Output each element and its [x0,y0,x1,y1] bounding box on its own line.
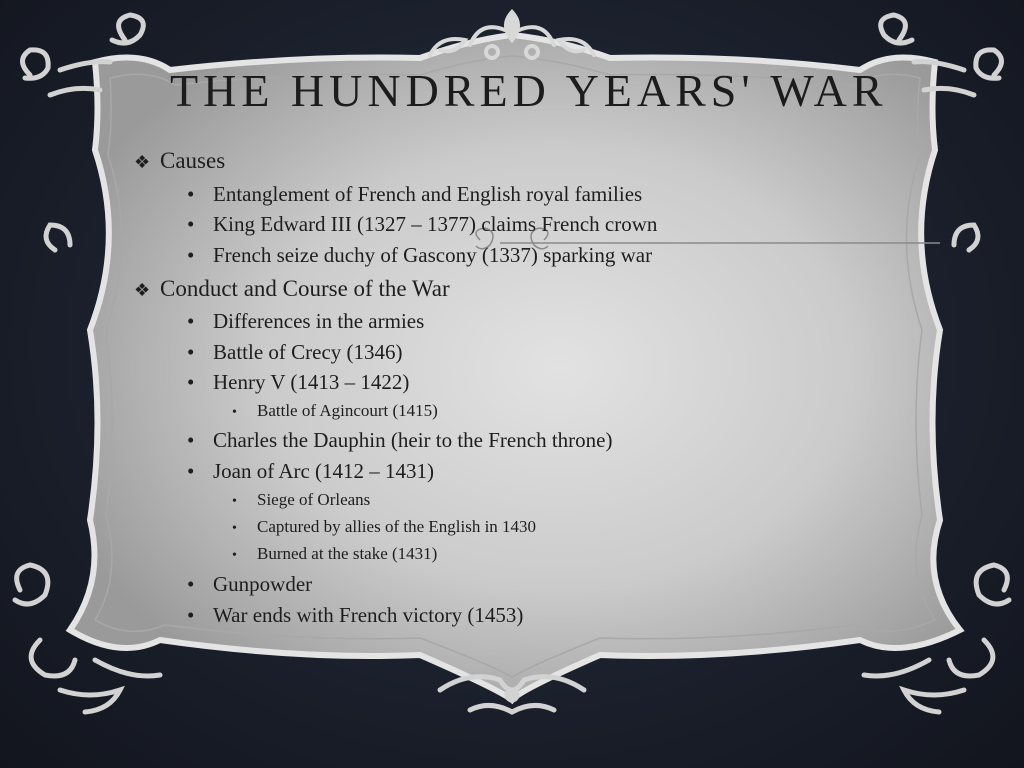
list-item-level1: ❖ Causes [134,148,226,173]
list-item-level3: • Captured by allies of the English in 1430 [232,517,537,536]
bullet-icon: • [187,428,195,452]
list-item-level2: • War ends with French victory (1453) [187,603,524,627]
list-item-level2: • Entanglement of French and English royal families [187,182,643,206]
bullet-icon: • [187,603,195,627]
list-item-level3: • Burned at the stake (1431) [232,544,438,563]
bullet-icon: • [187,459,195,483]
bullet-icon: • [187,309,195,333]
list-item-level2: • Henry V (1413 – 1422) [187,370,410,394]
bullet-icon: • [232,494,237,509]
list-item-level3: • Battle of Agincourt (1415) [232,401,438,420]
list-item-level2: • Differences in the armies [187,309,425,333]
list-item-level2: • French seize duchy of Gascony (1337) sparking war [187,243,653,267]
bullet-icon: • [187,340,195,364]
list-item-level2: • Gunpowder [187,572,313,596]
bullet-icon: • [187,212,195,236]
diamond-bullet-icon: ❖ [134,280,151,300]
list-item-level1: ❖ Conduct and Course of the War [134,276,450,301]
list-item-level3: • Siege of Orleans [232,490,371,509]
slide-title: THE HUNDRED YEARS' WAR [170,65,888,116]
bullet-icon: • [232,521,237,536]
diamond-bullet-icon: ❖ [134,152,151,172]
list-item-level2: • King Edward III (1327 – 1377) claims French crown [187,212,658,236]
bullet-icon: • [187,370,195,394]
list-item-level2: • Joan of Arc (1412 – 1431) [187,459,435,483]
bullet-icon: • [187,572,195,596]
bullet-icon: • [187,243,195,267]
list-item-level2: • Charles the Dauphin (heir to the French throne) [187,428,613,452]
bullet-icon: • [232,548,237,563]
bullet-icon: • [187,182,195,206]
list-item-level2: • Battle of Crecy (1346) [187,340,403,364]
bullet-icon: • [232,405,237,420]
